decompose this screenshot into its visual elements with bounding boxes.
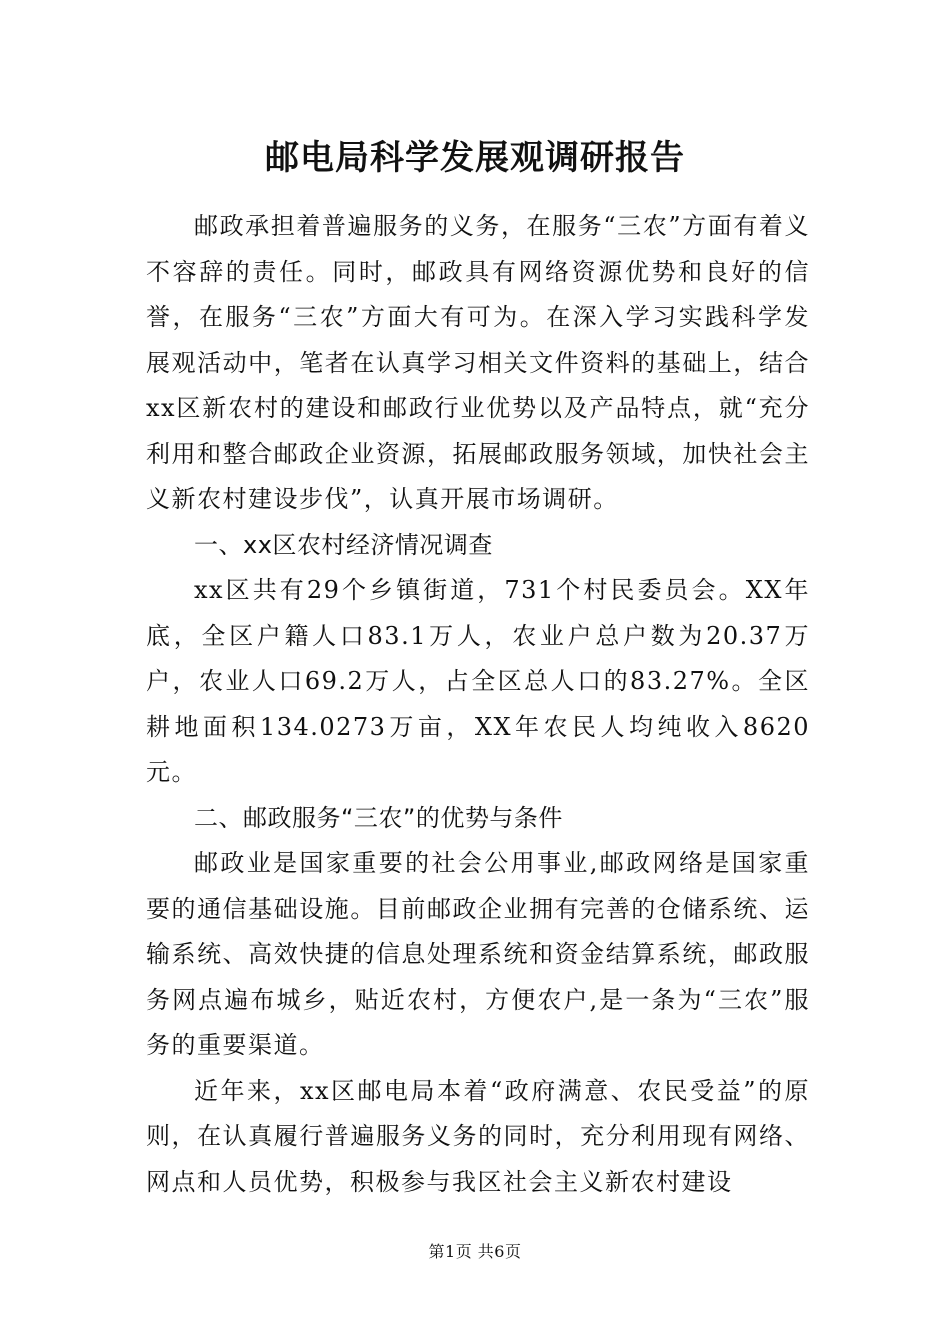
paragraph-recent-years: 近年来，xx区邮电局本着“政府满意、农民受益”的原则，在认真履行普遍服务义务的同时，充分利用现有网络、网点和人员优势，积极参与我区社会主义新农村建设 <box>146 1076 810 1196</box>
paragraph-advantages: 邮政业是国家重要的社会公用事业,邮政网络是国家重要的通信基础设施。目前邮政企业拥有完善的仓储系统、运输系统、高效快捷的信息处理系统和资金结算系统，邮政服务网点遍布城乡，贴近农村，方便农户,是一条为“三农”服务的重要渠道。 <box>146 849 810 1059</box>
paragraph-intro: 邮政承担着普遍服务的义务，在服务“三农”方面有着义不容辞的责任。同时，邮政具有网络资源优势和良好的信誉，在服务“三农”方面大有可为。在深入学习实践科学发展观活动中，笔者在认真学习相关文件资料的基础上，结合xx区新农村的建设和邮政行业优势以及产品特点，就“充分利用和整合邮政企业资源，拓展邮政服务领域，加快社会主义新农村建设步伐”，认真开展市场调研。 <box>146 212 810 513</box>
paragraph-economy: xx区共有29个乡镇街道，731个村民委员会。XX年底，全区户籍人口83.1万人，农业户总户数为20.37万户，农业人口69.2万人，占全区总人口的83.27%。全区耕地面积134.0273万亩，XX年农民人均纯收入8620元。 <box>146 576 810 786</box>
document-title: 邮电局科学发展观调研报告 <box>265 138 685 178</box>
page-number-footer: 第1页 共6页 <box>428 1242 522 1261</box>
section-heading-1: 一、xx区农村经济情况调查 <box>194 530 493 559</box>
document-body <box>146 204 810 1205</box>
section-heading-2: 二、邮政服务“三农”的优势与条件 <box>194 803 563 832</box>
